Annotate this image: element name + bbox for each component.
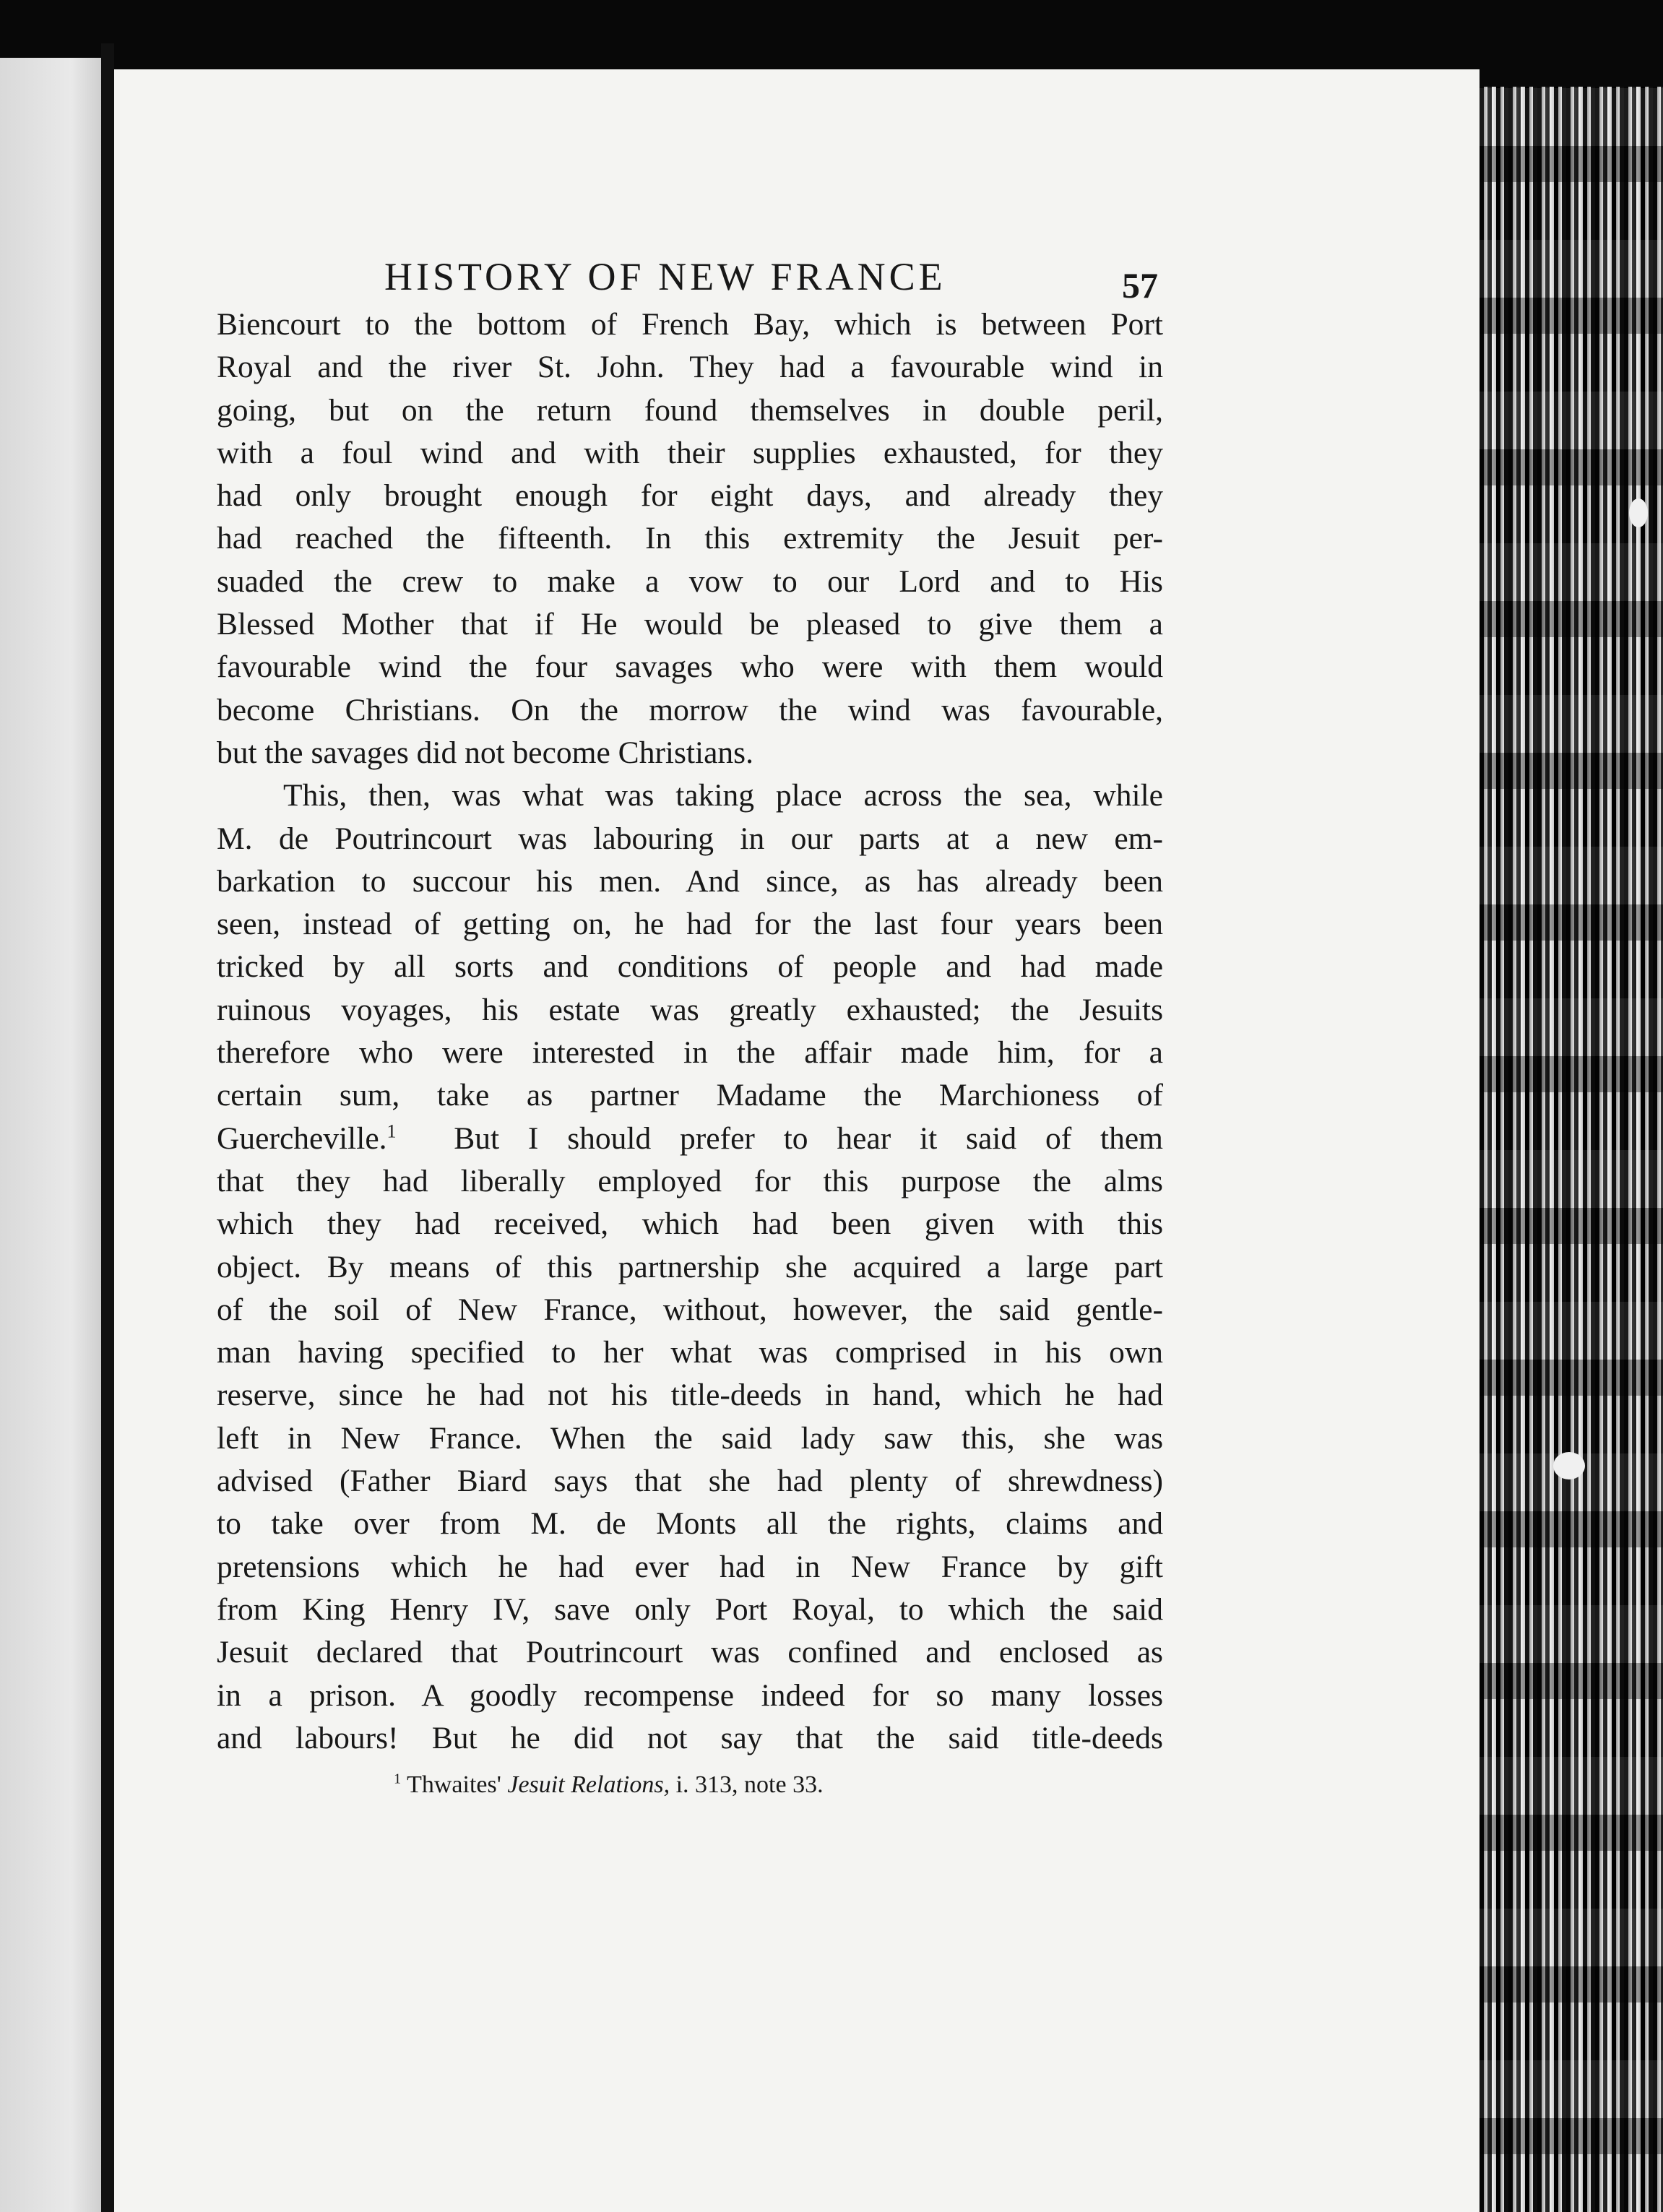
text-line: seen, instead of getting on, he had for the last four years been [217,907,1163,942]
text-line: from King Henry IV, save only Port Royal, to which the said [217,1591,1163,1627]
text-line: Blessed Mother that if He would be pleased to give them a [217,607,1163,642]
text-line: left in New France. When the said lady saw this, she was [217,1420,1163,1456]
text-segment: But I should prefer to hear it said of them [396,1120,1163,1156]
text-line: with a foul wind and with their supplies exhausted, for they [217,435,1163,470]
text-line-with-footnote-ref [217,1118,1163,1160]
text-line: certain sum, take as partner Madame the Marchioness of [217,1078,1163,1113]
text-line: pretensions which he had ever had in New France by gift [217,1549,1163,1584]
footnote-work-title: Jesuit Relations, [507,1771,670,1798]
footnote-citation: i. 313, note 33. [675,1771,824,1798]
text-line: Jesuit declared that Poutrincourt was confined and enclosed as [217,1635,1163,1670]
text-line: of the soil of New France, without, however, the said gentle- [217,1292,1163,1327]
running-title: HISTORY OF NEW FRANCE [384,255,946,298]
text-line: and labours! But he did not say that the said title-deeds [217,1720,1163,1755]
footnote-marker: 1 [394,1771,402,1787]
paragraph-start-line: This, then, was what was taking place across the sea, while [283,778,1163,813]
text-line: which they had received, which had been given with this [217,1206,1163,1242]
text-line: Biencourt to the bottom of French Bay, which is between Port [217,307,1163,342]
facing-page-edge [0,58,101,2212]
page-number: 57 [1122,265,1158,306]
text-line: barkation to succour his men. And since, as has already been [217,863,1163,899]
text-line: object. By means of this partnership she acquired a large part [217,1249,1163,1284]
text-line: had only brought enough for eight days, and already they [217,478,1163,514]
text-segment: Guercheville. [217,1120,387,1156]
text-line: in a prison. A goodly recompense indeed for so many losses [217,1677,1163,1713]
text-line: become Christians. On the morrow the wind was favourable, [217,692,1163,727]
text-line: ruinous voyages, his estate was greatly exhausted; the Jesuits [217,992,1163,1027]
text-line: going, but on the return found themselves in double peril, [217,392,1163,428]
footnote-reference: 1 [386,1120,397,1142]
text-line: favourable wind the four savages who were with them would [217,649,1163,685]
text-line: suaded the crew to make a vow to our Lord and to His [217,563,1163,599]
text-line: to take over from M. de Monts all the rights, claims and [217,1506,1163,1542]
text-line: Royal and the river St. John. They had a favourable wind in [217,350,1163,385]
text-line: man having specified to her what was comprised in his own [217,1335,1163,1370]
paragraph-end-line: but the savages did not become Christians. [217,735,753,770]
edge-highlight [1629,498,1648,527]
page-fore-edge-shading [1480,87,1663,2212]
edge-highlight [1553,1452,1585,1479]
text-line: M. de Poutrincourt was labouring in our parts at a new em- [217,821,1163,856]
text-line: had reached the fifteenth. In this extremity the Jesuit per- [217,521,1163,556]
text-line: that they had liberally employed for this purpose the alms [217,1163,1163,1198]
text-line: reserve, since he had not his title-deeds in hand, which he had [217,1378,1163,1413]
text-line: advised (Father Biard says that she had plenty of shrewdness) [217,1464,1163,1499]
text-line: therefore who were interested in the affair made him, for a [217,1035,1163,1071]
footnote-author: Thwaites' [407,1771,501,1798]
footnote [394,1771,972,1809]
body-text [217,303,1163,1760]
book-gutter [101,43,114,2212]
text-line: tricked by all sorts and conditions of people and had made [217,949,1163,985]
